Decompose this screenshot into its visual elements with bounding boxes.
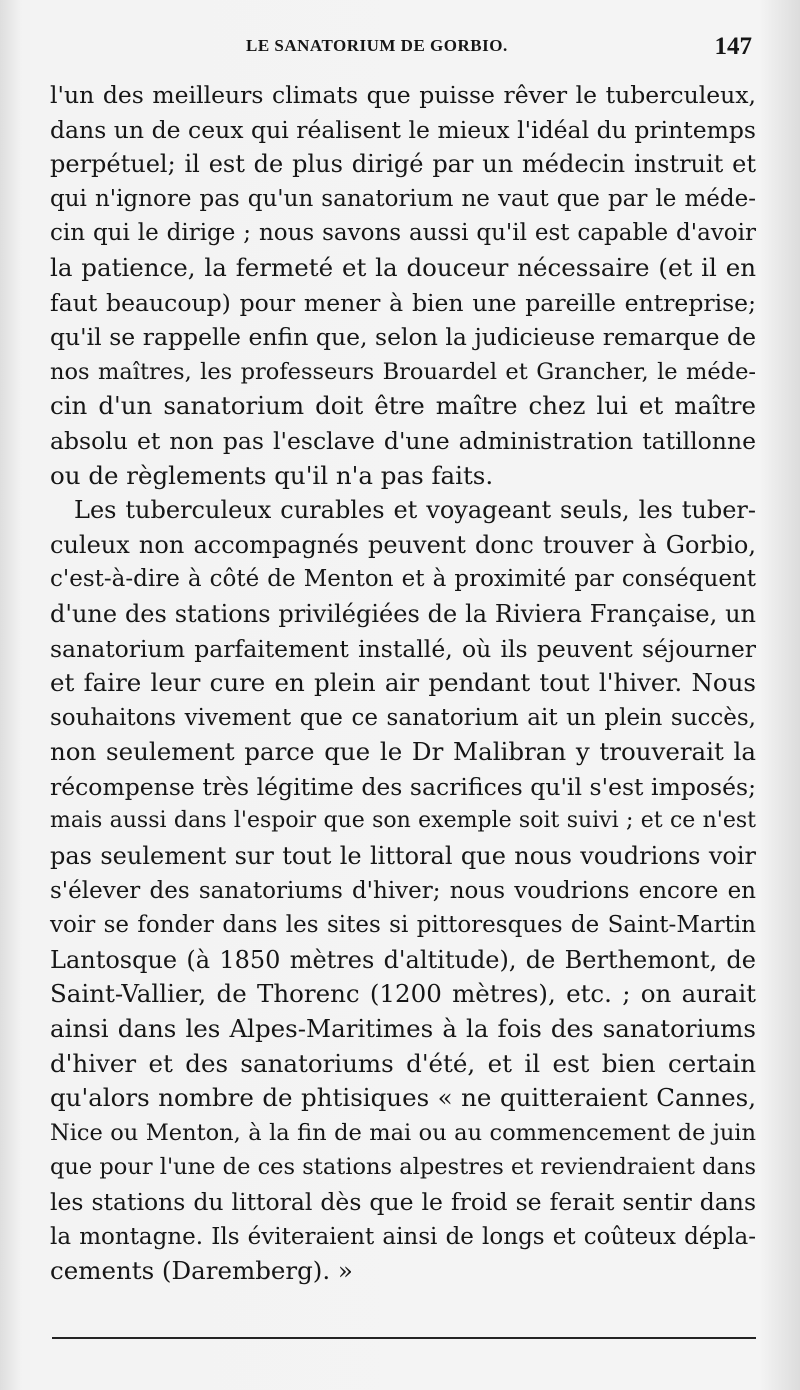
page-header (50, 33, 752, 66)
page-number: 147 (714, 33, 752, 60)
text-line: culeux non accompagnés peuvent donc trouver à Gorbio, (50, 530, 756, 559)
text-line: dans un de ceux qui réalisent le mieux l'idéal du printemps (50, 115, 756, 144)
paragraph-end-line: cements (Daremberg). » (50, 1256, 353, 1286)
text-line: l'un des meilleurs climats que puisse rêver le tuberculeux, (50, 81, 756, 109)
text-line: non seulement parce que le Dr Malibran y trouverait la (50, 737, 756, 767)
text-line: qui n'ignore pas qu'un sanatorium ne vaut que par le méde- (50, 185, 756, 212)
text-line: d'une des stations privilégiées de la Riviera Française, un (50, 599, 756, 628)
text-line: mais aussi dans l'espoir que son exemple soit suivi ; et ce n'est (50, 808, 756, 834)
text-line: la patience, la fermeté et la douceur nécessaire (et il en (50, 252, 756, 282)
text-line: s'élever des sanatoriums d'hiver; nous voudrions encore en (50, 877, 756, 904)
text-line: que pour l'une de ces stations alpestres et reviendraient dans (50, 1154, 756, 1181)
text-line: voir se fonder dans les sites si pittoresques de Saint-Martin (50, 912, 756, 939)
text-line: les stations du littoral dès que le froid se ferait sentir dans (50, 1188, 756, 1216)
text-line: nos maîtres, les professeurs Brouardel et Grancher, le méde- (50, 358, 756, 385)
text-line: faut beaucoup) pour mener à bien une pareille entreprise; (50, 288, 756, 317)
footer-rule (52, 1337, 756, 1339)
text-line: ainsi dans les Alpes-Maritimes à la fois des sanatoriums (50, 1014, 756, 1044)
text-line: cin d'un sanatorium doit être maître chez lui et maître (50, 391, 756, 421)
text-line: qu'il se rappelle enfin que, selon la judicieuse remarque de (50, 323, 756, 352)
text-line: absolu et non pas l'esclave d'une administration tatillonne (50, 426, 756, 455)
text-line: la montagne. Ils éviteraient ainsi de longs et coûteux dépla- (50, 1223, 756, 1250)
text-line: c'est-à-dire à côté de Menton et à proximité par conséquent (50, 566, 756, 593)
text-line: qu'alors nombre de phtisiques « ne quitteraient Cannes, (50, 1083, 756, 1113)
text-line: Nice ou Menton, à la fin de mai ou au commencement de juin (50, 1119, 756, 1146)
text-line: pas seulement sur tout le littoral que nous voudrions voir (50, 842, 756, 871)
text-line: Saint-Vallier, de Thorenc (1200 mètres), etc. ; on aurait (50, 979, 756, 1009)
body-text (50, 78, 756, 1289)
paragraph-end-line: ou de règlements qu'il n'a pas faits. (50, 460, 494, 490)
paragraph-start-line: Les tuberculeux curables et voyageant seuls, les tuber- (74, 496, 756, 525)
text-line: perpétuel; il est de plus dirigé par un médecin instruit et (50, 150, 756, 179)
text-line: récompense très légitime des sacrifices qu'il s'est imposés; (50, 772, 756, 801)
text-line: sanatorium parfaitement installé, où ils peuvent séjourner (50, 634, 756, 663)
text-line: et faire leur cure en plein air pendant tout l'hiver. Nous (50, 668, 756, 698)
running-title: LE SANATORIUM DE GORBIO. (246, 36, 508, 55)
text-line: souhaitons vivement que ce sanatorium ait un plein succès, (50, 704, 756, 731)
text-line: cin qui le dirige ; nous savons aussi qu'il est capable d'avoir (50, 220, 756, 247)
text-line: d'hiver et des sanatoriums d'été, et il est bien certain (50, 1048, 756, 1078)
text-line: Lantosque (à 1850 mètres d'altitude), de Berthemont, de (50, 945, 756, 974)
